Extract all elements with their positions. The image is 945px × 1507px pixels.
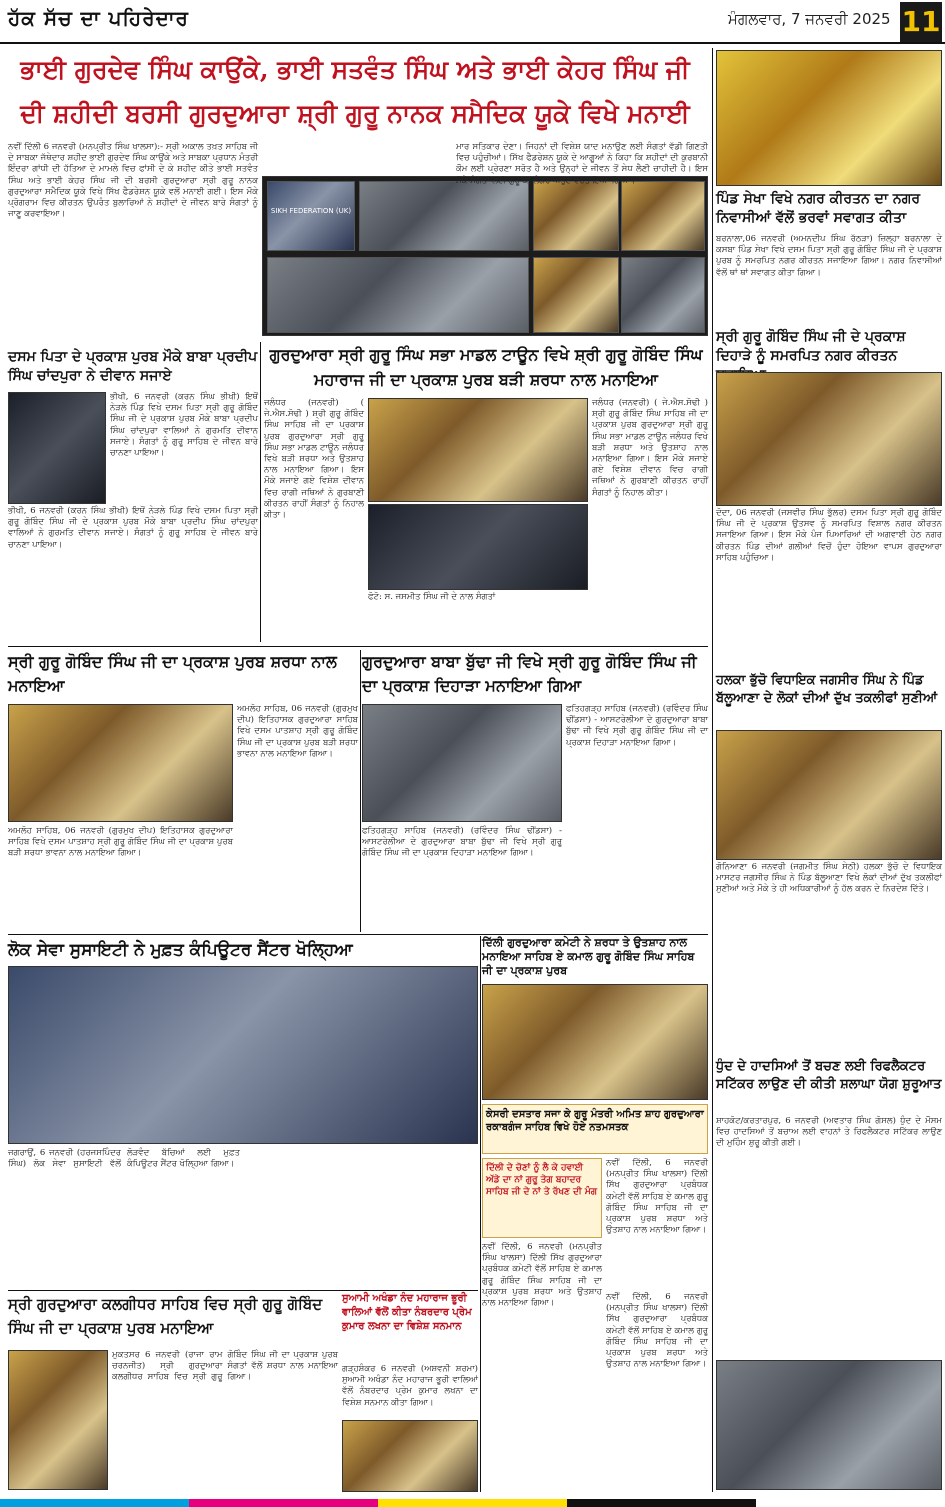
webinar-speaker-photo — [621, 257, 705, 333]
row2-left-body-cont: ਅਮਲੋਹ ਸਾਹਿਬ, 06 ਜਨਵਰੀ (ਗੁਰਮੁਖ ਦੀਪ) ਇਤਿਹਾਸਕ ਗੁਰਦੁਆਰਾ ਸਾਹਿਬ ਵਿਖੇ ਦਸਮ ਪਾਤਸ਼ਾਹ ਸ੍ਰੀ ਗੁਰੂ ਗੋਬਿੰਦ ਸਿੰਘ ਜੀ ਦਾ ਪ੍ਰਕਾਸ਼ ਪੁਰਬ ਬੜੀ ਸ਼ਰਧਾ ਭਾਵਨਾ ਨਾਲ ਮਨਾਇਆ ਗਿਆ। — [8, 826, 233, 859]
webinar-screenshot — [262, 176, 708, 336]
row2-left-body: ਅਮਲੋਹ ਸਾਹਿਬ, 06 ਜਨਵਰੀ (ਗੁਰਮੁਖ ਦੀਪ) ਇਤਿਹਾਸਕ ਗੁਰਦੁਆਰਾ ਸਾਹਿਬ ਵਿਖੇ ਦਸਮ ਪਾਤਸ਼ਾਹ ਸ੍ਰੀ ਗੁਰੂ ਗੋਬਿੰਦ ਸਿੰਘ ਜੀ ਦਾ ਪ੍ਰਕਾਸ਼ ਪੁਰਬ ਬੜੀ ਸ਼ਰਧਾ ਭਾਵਨਾ ਨਾਲ ਮਨਾਇਆ ਗਿਆ। — [237, 704, 358, 759]
amit-shah-photo — [482, 984, 708, 1100]
row-rule — [8, 646, 708, 647]
right-3-headline: ਹਲਕਾ ਭੁੱਚੋ ਵਿਧਾਇਕ ਜਗਸੀਰ ਸਿੰਘ ਨੇ ਪਿੰਡ ਬੱਲੂਆਣਾ ਦੇ ਲੋਕਾਂ ਦੀਆਂ ਦੁੱਖ ਤਕਲੀਫਾਂ ਸੁਣੀਆਂ — [716, 673, 938, 706]
ragi-jatha-photo — [368, 504, 588, 590]
left-story-body: ਭੀਖੀ, 6 ਜਨਵਰੀ (ਕਰਨ ਸਿੰਘ ਭੀਖੀ) ਇਥੋਂ ਨੇੜਲੇ ਪਿੰਡ ਵਿਖੇ ਦਸਮ ਪਿਤਾ ਸ੍ਰੀ ਗੁਰੂ ਗੋਬਿੰਦ ਸਿੰਘ ਜੀ ਦੇ ਪ੍ਰਕਾਸ਼ ਪੁਰਬ ਮੌਕੇ ਬਾਬਾ ਪ੍ਰਦੀਪ ਸਿੰਘ ਚਾਂਦਪੁਰਾ ਵਾਲਿਆਂ ਨੇ ਗੁਰਮਤਿ ਦੀਵਾਨ ਸਜਾਏ। ਸੰਗਤਾਂ ਨੂੰ ਗੁਰੂ ਸਾਹਿਬ ਦੇ ਜੀਵਨ ਬਾਰੇ ਚਾਨਣਾ ਪਾਇਆ। — [110, 392, 258, 459]
row3-left-body: ਜਗਰਾਉਂ, 6 ਜਨਵਰੀ (ਹਰਜਸਪਿੰਦਰ ਸਿੰਘ) ਲੋਕ ਸੇਵਾ ਸੁਸਾਇਟੀ ਵੱਲੋਂ ਲੋੜਵੰਦ ਬੱਚਿਆਂ ਲਈ ਮੁਫ਼ਤ ਕੰਪਿਊਟਰ ਸੈਂਟਰ ਖੋਲ੍ਹਿਆ ਗਿਆ। — [8, 1148, 240, 1170]
row3-right-body: ਨਵੀਂ ਦਿੱਲੀ, 6 ਜਨਵਰੀ (ਮਨਪ੍ਰੀਤ ਸਿੰਘ ਖਾਲਸਾ) ਦਿੱਲੀ ਸਿੱਖ ਗੁਰਦੁਆਰਾ ਪ੍ਰਬੰਧਕ ਕਮੇਟੀ ਵੱਲੋਂ ਸਾਹਿਬ ਏ ਕਮਾਲ ਗੁਰੂ ਗੋਬਿੰਦ ਸਿੰਘ ਸਾਹਿਬ ਜੀ ਦਾ ਪ੍ਰਕਾਸ਼ ਪੁਰਬ ਸ਼ਰਧਾ ਅਤੇ ਉਤਸ਼ਾਹ ਨਾਲ ਮਨਾਇਆ ਗਿਆ। — [606, 1158, 708, 1236]
column-rule — [260, 342, 261, 642]
center-story-body-cont: ਜਲੰਧਰ (ਜਨਵਰੀ) ( ਜੇ.ਐਸ.ਸੋਢੀ ) ਸ਼੍ਰੀ ਗੁਰੂ ਗੋਬਿੰਦ ਸਿੰਘ ਸਾਹਿਬ ਜੀ ਦਾ ਪ੍ਰਕਾਸ਼ ਪੁਰਬ ਗੁਰਦੁਆਰਾ ਸ੍ਰੀ ਗੁਰੂ ਸਿੰਘ ਸਭਾ ਮਾਡਲ ਟਾਊਨ ਜਲੰਧਰ ਵਿਖੇ ਬੜੀ ਸ਼ਰਧਾ ਅਤੇ ਉਤਸ਼ਾਹ ਨਾਲ ਮਨਾਇਆ ਗਿਆ। ਇਸ ਮੌਕੇ ਸਜਾਏ ਗਏ ਵਿਸ਼ੇਸ਼ ਦੀਵਾਨ ਵਿਚ ਰਾਗੀ ਜਥਿਆਂ ਨੇ ਗੁਰਬਾਣੀ ਕੀਰਤਨ ਰਾਹੀਂ ਸੰਗਤਾਂ ਨੂੰ ਨਿਹਾਲ ਕੀਤਾ। — [592, 398, 708, 498]
diwan-photo — [8, 392, 106, 504]
column-rule — [480, 936, 481, 1492]
row3-right-body-tail: ਨਵੀਂ ਦਿੱਲੀ, 6 ਜਨਵਰੀ (ਮਨਪ੍ਰੀਤ ਸਿੰਘ ਖਾਲਸਾ) ਦਿੱਲੀ ਸਿੱਖ ਗੁਰਦੁਆਰਾ ਪ੍ਰਬੰਧਕ ਕਮੇਟੀ ਵੱਲੋਂ ਸਾਹਿਬ ਏ ਕਮਾਲ ਗੁਰੂ ਗੋਬਿੰਦ ਸਿੰਘ ਸਾਹਿਬ ਜੀ ਦਾ ਪ੍ਰਕਾਸ਼ ਪੁਰਬ ਸ਼ਰਧਾ ਅਤੇ ਉਤਸ਼ਾਹ ਨਾਲ ਮਨਾਇਆ ਗਿਆ। — [606, 1292, 708, 1370]
row2-left-headline: ਸ੍ਰੀ ਗੁਰੂ ਗੋਬਿੰਦ ਸਿੰਘ ਜੀ ਦਾ ਪ੍ਰਕਾਸ਼ ਪੁਰਬ ਸ਼ਰਧਾ ਨਾਲ ਮਨਾਇਆ — [8, 652, 337, 695]
center-story-body: ਜਲੰਧਰ (ਜਨਵਰੀ) ( ਜੇ.ਐਸ.ਸੋਢੀ ) ਸ਼੍ਰੀ ਗੁਰੂ ਗੋਬਿੰਦ ਸਿੰਘ ਸਾਹਿਬ ਜੀ ਦਾ ਪ੍ਰਕਾਸ਼ ਪੁਰਬ ਗੁਰਦੁਆਰਾ ਸ੍ਰੀ ਗੁਰੂ ਸਿੰਘ ਸਭਾ ਮਾਡਲ ਟਾਊਨ ਜਲੰਧਰ ਵਿਖੇ ਬੜੀ ਸ਼ਰਧਾ ਅਤੇ ਉਤਸ਼ਾਹ ਨਾਲ ਮਨਾਇਆ ਗਿਆ। ਇਸ ਮੌਕੇ ਸਜਾਏ ਗਏ ਵਿਸ਼ੇਸ਼ ਦੀਵਾਨ ਵਿਚ ਰਾਗੀ ਜਥਿਆਂ ਨੇ ਗੁਰਬਾਣੀ ਕੀਰਤਨ ਰਾਹੀਂ ਸੰਗਤਾਂ ਨੂੰ ਨਿਹਾਲ ਕੀਤਾ। — [264, 398, 364, 521]
right-mid-body: ਦੋਦਾ, 06 ਜਨਵਰੀ (ਜਸਵੀਰ ਸਿੰਘ ਭੁੱਲਰ) ਦਸਮ ਪਿਤਾ ਸ੍ਰੀ ਗੁਰੂ ਗੋਬਿੰਦ ਸਿੰਘ ਜੀ ਦੇ ਪ੍ਰਕਾਸ਼ ਉਤਸਵ ਨੂੰ ਸਮਰਪਿਤ ਵਿਸ਼ਾਲ ਨਗਰ ਕੀਰਤਨ ਸਜਾਇਆ ਗਿਆ। ਇਸ ਮੌਕੇ ਪੰਜ ਪਿਆਰਿਆਂ ਦੀ ਅਗਵਾਈ ਹੇਠ ਨਗਰ ਕੀਰਤਨ ਪਿੰਡ ਦੀਆਂ ਗਲੀਆਂ ਵਿਚੋਂ ਹੁੰਦਾ ਹੋਇਆ ਵਾਪਸ ਗੁਰਦੁਆਰਾ ਸਾਹਿਬ ਪਹੁੰਚਿਆ। — [716, 508, 942, 563]
row3-left-headline: ਲੋਕ ਸੇਵਾ ਸੁਸਾਇਟੀ ਨੇ ਮੁਫ਼ਤ ਕੰਪਿਊਟਰ ਸੈਂਟਰ ਖੋਲ੍ਹਿਆ — [8, 940, 353, 960]
right-top-body: ਬਰਨਾਲਾ,06 ਜਨਵਰੀ (ਅਮਨਦੀਪ ਸਿੰਘ ਰੱਠੜਾ) ਜ਼ਿਲ੍ਹਾ ਬਰਨਾਲਾ ਦੇ ਕਸਬਾ ਪਿੰਡ ਸੇਖਾ ਵਿਖੇ ਦਸਮ ਪਿਤਾ ਸ੍ਰੀ ਗੁਰੂ ਗੋਬਿੰਦ ਸਿੰਘ ਜੀ ਦੇ ਪ੍ਰਕਾਸ਼ ਪੁਰਬ ਨੂੰ ਸਮਰਪਿਤ ਨਗਰ ਕੀਰਤਨ ਸਜਾਇਆ ਗਿਆ। ਨਗਰ ਨਿਵਾਸੀਆਂ ਵੱਲੋਂ ਥਾਂ ਥਾਂ ਸਵਾਗਤ ਕੀਤਾ ਗਿਆ। — [716, 234, 942, 278]
right-4-body: ਸ਼ਾਹਕੋਟ/ਕਰਤਾਰਪੁਰ, 6 ਜਨਵਰੀ (ਅਵਤਾਰ ਸਿੰਘ ਗੋਸਲ) ਧੁੰਦ ਦੇ ਮੌਸਮ ਵਿਚ ਹਾਦਸਿਆਂ ਤੋਂ ਬਚਾਅ ਲਈ ਵਾਹਨਾਂ ਤੇ ਰਿਫਲੈਕਟਰ ਸਟਿੱਕਰ ਲਾਉਣ ਦੀ ਮੁਹਿੰਮ ਸ਼ੁਰੂ ਕੀਤੀ ਗਈ। — [716, 1116, 942, 1149]
issue-date: ਮੰਗਲਵਾਰ, 7 ਜਨਵਰੀ 2025 — [728, 10, 891, 28]
webinar-speaker-photo — [359, 181, 529, 251]
lead-headline — [0, 48, 710, 138]
webinar-speaker-photo — [533, 181, 619, 251]
lead-headline-line2: ਦੀ ਸ਼ਹੀਦੀ ਬਰਸੀ ਗੁਰਦੁਆਰਾ ਸ਼੍ਰੀ ਗੁਰੂ ਨਾਨਕ ਸਮੈਦਿਕ ਯੂਕੇ ਵਿਖੇ ਮਨਾਈ — [20, 99, 690, 128]
row-rule — [8, 934, 708, 935]
sticker-campaign-photo — [716, 1360, 942, 1490]
computer-centre-photo — [8, 966, 478, 1144]
kalgidhar-photo — [8, 1350, 108, 1490]
row2-center-body-cont: ਫਤਿਹਗੜ੍ਹ ਸਾਹਿਬ (ਜਨਵਰੀ) (ਰਵਿੰਦਰ ਸਿੰਘ ਢੀਂਡਸਾ) - ਆਸਟਰੇਲੀਆ ਦੇ ਗੁਰਦੁਆਰਾ ਬਾਬਾ ਬੁੱਢਾ ਜੀ ਵਿਖੇ ਸ੍ਰੀ ਗੁਰੂ ਗੋਬਿੰਦ ਸਿੰਘ ਜੀ ਦਾ ਪ੍ਰਕਾਸ਼ ਦਿਹਾੜਾ ਮਨਾਇਆ ਗਿਆ। — [362, 826, 562, 859]
honour-photo — [342, 1420, 478, 1492]
mla-visit-photo — [716, 730, 942, 860]
right-top-headline: ਪਿੰਡ ਸੇਖਾ ਵਿਖੇ ਨਗਰ ਕੀਰਤਨ ਦਾ ਨਗਰ ਨਿਵਾਸੀਆਂ ਵੱਲੋਂ ਭਰਵਾਂ ਸਵਾਗਤ ਕੀਤਾ — [716, 191, 921, 226]
stage-photo — [8, 704, 233, 822]
webinar-title: SIKH FEDERATION (UK) — [270, 207, 352, 215]
procession-photo — [716, 50, 942, 186]
nagar-kirtan-photo — [716, 372, 942, 506]
quote-box — [482, 1104, 708, 1154]
row3-right-body-cont: ਨਵੀਂ ਦਿੱਲੀ, 6 ਜਨਵਰੀ (ਮਨਪ੍ਰੀਤ ਸਿੰਘ ਖਾਲਸਾ) ਦਿੱਲੀ ਸਿੱਖ ਗੁਰਦੁਆਰਾ ਪ੍ਰਬੰਧਕ ਕਮੇਟੀ ਵੱਲੋਂ ਸਾਹਿਬ ਏ ਕਮਾਲ ਗੁਰੂ ਗੋਬਿੰਦ ਸਿੰਘ ਸਾਹਿਬ ਜੀ ਦਾ ਪ੍ਰਕਾਸ਼ ਪੁਰਬ ਸ਼ਰਧਾ ਅਤੇ ਉਤਸ਼ਾਹ ਨਾਲ ਮਨਾਇਆ ਗਿਆ। — [482, 1242, 602, 1309]
quote-box-2 — [482, 1158, 602, 1238]
row2-center-body: ਫਤਿਹਗੜ੍ਹ ਸਾਹਿਬ (ਜਨਵਰੀ) (ਰਵਿੰਦਰ ਸਿੰਘ ਢੀਂਡਸਾ) - ਆਸਟਰੇਲੀਆ ਦੇ ਗੁਰਦੁਆਰਾ ਬਾਬਾ ਬੁੱਢਾ ਜੀ ਵਿਖੇ ਸ੍ਰੀ ਗੁਰੂ ਗੋਬਿੰਦ ਸਿੰਘ ਜੀ ਦਾ ਪ੍ਰਕਾਸ਼ ਦਿਹਾੜਾ ਮਨਾਇਆ ਗਿਆ। — [566, 704, 708, 748]
row4-center-body: ਗੜ੍ਹਸ਼ੰਕਰ 6 ਜਨਵਰੀ (ਅਸ਼ਵਨੀ ਸ਼ਰਮਾ) ਸੁਆਮੀ ਅਖੰਡਾ ਨੰਦ ਮਹਾਰਾਜ ਭੂਰੀ ਵਾਲਿਆਂ ਵੱਲੋਂ ਨੰਬਰਦਾਰ ਪ੍ਰੇਮ ਕੁਮਾਰ ਲਖਨਾ ਦਾ ਵਿਸ਼ੇਸ਼ ਸਨਮਾਨ ਕੀਤਾ ਗਿਆ। — [342, 1364, 478, 1408]
lead-article-body: ਨਵੀਂ ਦਿੱਲੀ 6 ਜਨਵਰੀ (ਮਨਪ੍ਰੀਤ ਸਿੰਘ ਖਾਲਸਾ):- ਸ੍ਰੀ ਅਕਾਲ ਤਖ਼ਤ ਸਾਹਿਬ ਜੀ ਦੇ ਸਾਬਕਾ ਜੱਥੇਦਾਰ ਸ਼ਹੀਦ ਭਾਈ ਗੁਰਦੇਵ ਸਿੰਘ ਕਾਉਂਕੇ ਅਤੇ ਸਾਬਕਾ ਪ੍ਰਧਾਨ ਮੰਤਰੀ ਇੰਦਰਾ ਗਾਂਧੀ ਦੀ ਹੱਤਿਆ ਦੇ ਮਾਮਲੇ ਵਿਚ ਫਾਂਸੀ ਦੇ ਕੇ ਸ਼ਹੀਦ ਕੀਤੇ ਭਾਈ ਸਤਵੰਤ ਸਿੰਘ ਅਤੇ ਭਾਈ ਕੇਹਰ ਸਿੰਘ ਜੀ ਦੀ ਬਰਸੀ ਗੁਰਦੁਆਰਾ ਸ੍ਰੀ ਗੁਰੂ ਨਾਨਕ ਗੁਰਦੁਆਰਾ ਸਮੈਦਿਕ ਯੂਕੇ ਵਿਖੇ ਸਿੱਖ ਫੈਡਰੇਸ਼ਨ ਯੂਕੇ ਵਲੋਂ ਮਨਾਈ ਗਈ। ਇਸ ਮੌਕੇ ਪ੍ਰੋਗਰਾਮ ਵਿਚ ਕੀਰਤਨ ਉਪਰੰਤ ਬੁਲਾਰਿਆਂ ਨੇ ਸ਼ਹੀਦਾਂ ਦੇ ਜੀਵਨ ਬਾਰੇ ਸੰਗਤਾਂ ਨੂੰ ਜਾਣੂ ਕਰਵਾਇਆ। — [8, 142, 258, 220]
right-mid-headline: ਸ੍ਰੀ ਗੁਰੂ ਗੋਬਿੰਦ ਸਿੰਘ ਜੀ ਦੇ ਪ੍ਰਕਾਸ਼ ਦਿਹਾੜੇ ਨੂੰ ਸਮਰਪਿਤ ਨਗਰ ਕੀਰਤਨ — [716, 329, 906, 364]
kirtan-photo — [368, 398, 588, 502]
center-story-headline: ਗੁਰਦੁਆਰਾ ਸ੍ਰੀ ਗੁਰੂ ਸਿੰਘ ਸਭਾ ਮਾਡਲ ਟਾਊਨ ਵਿਖੇ ਸ਼੍ਰੀ ਗੁਰੂ ਗੋਬਿੰਦ ਸਿੰਘ ਮਹਾਰਾਜ ਜੀ ਦਾ ਪ੍ਰਕਾਸ਼ ਪੁਰਬ ਬੜੀ ਸ਼ਰਧਾ ਨਾਲ ਮਨਾਇਆ — [269, 345, 703, 389]
webinar-speaker-photo — [621, 181, 705, 251]
row-rule — [8, 1290, 478, 1291]
right-4-headline: ਧੁੰਦ ਦੇ ਹਾਦਸਿਆਂ ਤੋਂ ਬਚਣ ਲਈ ਰਿਫਲੈਕਟਰ ਸਟਿੱਕਰ ਲਾਉਣ ਦੀ ਕੀਤੀ ਸ਼ਲਾਘਾ ਯੋਗ ਸ਼ੁਰੂਆਤ — [716, 1059, 942, 1092]
row4-left-body: ਮੁਕਤਸਰ 6 ਜਨਵਰੀ (ਰਾਜਾ ਰਾਮ ਚਰਨਜੀਤ) ਸ੍ਰੀ ਗੁਰਦੁਆਰਾ ਕਲਗੀਧਰ ਸਾਹਿਬ ਵਿਚ ਸ੍ਰੀ ਗੁਰੂ ਗੋਬਿੰਦ ਸਿੰਘ ਜੀ ਦਾ ਪ੍ਰਕਾਸ਼ ਪੁਰਬ ਸੰਗਤਾਂ ਵੱਲੋਂ ਸ਼ਰਧਾ ਨਾਲ ਮਨਾਇਆ ਗਿਆ। — [112, 1350, 338, 1383]
row2-center-headline: ਗੁਰਦੁਆਰਾ ਬਾਬਾ ਬੁੱਢਾ ਜੀ ਵਿਖੇ ਸ੍ਰੀ ਗੁਰੂ ਗੋਬਿੰਦ ਸਿੰਘ ਜੀ ਦਾ ਪ੍ਰਕਾਸ਼ ਦਿਹਾੜਾ ਮਨਾਇਆ ਗਿਆ — [362, 652, 697, 695]
left-story-body-cont: ਭੀਖੀ, 6 ਜਨਵਰੀ (ਕਰਨ ਸਿੰਘ ਭੀਖੀ) ਇਥੋਂ ਨੇੜਲੇ ਪਿੰਡ ਵਿਖੇ ਦਸਮ ਪਿਤਾ ਸ੍ਰੀ ਗੁਰੂ ਗੋਬਿੰਦ ਸਿੰਘ ਜੀ ਦੇ ਪ੍ਰਕਾਸ਼ ਪੁਰਬ ਮੌਕੇ ਬਾਬਾ ਪ੍ਰਦੀਪ ਸਿੰਘ ਚਾਂਦਪੁਰਾ ਵਾਲਿਆਂ ਨੇ ਗੁਰਮਤਿ ਦੀਵਾਨ ਸਜਾਏ। ਸੰਗਤਾਂ ਨੂੰ ਗੁਰੂ ਸਾਹਿਬ ਦੇ ਜੀਵਨ ਬਾਰੇ ਚਾਨਣਾ ਪਾਇਆ। — [8, 506, 258, 550]
webinar-poster — [267, 181, 355, 251]
row4-center-headline: ਸੁਆਮੀ ਅਖੰਡਾ ਨੰਦ ਮਹਾਰਾਜ ਭੂਰੀ ਵਾਲਿਆਂ ਵੱਲੋਂ ਕੀਤਾ ਨੰਬਰਦਾਰ ਪ੍ਰੇਮ ਕੁਮਾਰ ਲਖਨਾ ਦਾ ਵਿਸ਼ੇਸ਼ ਸਨਮਾਨ — [342, 1293, 472, 1332]
gathering-photo — [362, 704, 562, 822]
right-3-body: ਗੋਨਿਆਣਾ 6 ਜਨਵਰੀ (ਜਗਮੀਤ ਸਿੰਘ ਸੇਠੀ) ਹਲਕਾ ਭੁੱਚੋ ਦੇ ਵਿਧਾਇਕ ਮਾਸਟਰ ਜਗਸੀਰ ਸਿੰਘ ਨੇ ਪਿੰਡ ਬੱਲੂਆਣਾ ਵਿਖੇ ਲੋਕਾਂ ਦੀਆਂ ਦੁੱਖ ਤਕਲੀਫਾਂ ਸੁਣੀਆਂ ਅਤੇ ਮੌਕੇ ਤੇ ਹੀ ਅਧਿਕਾਰੀਆਂ ਨੂੰ ਹੱਲ ਕਰਨ ਦੇ ਨਿਰਦੇਸ਼ ਦਿੱਤੇ। — [716, 862, 942, 895]
quote-text: ਕੇਸਰੀ ਦਸਤਾਰ ਸਜਾ ਕੇ ਗੁਰੂ ਮੰਤਰੀ ਅਮਿਤ ਸ਼ਾਹ ਗੁਰਦੁਆਰਾ ਰਕਾਬਗੰਜ ਸਾਹਿਬ ਵਿਖੇ ਹੋਏ ਨਤਮਸਤਕ — [486, 1109, 704, 1133]
center-story-caption: ਫੋਟੋ: ਸ. ਜਸਮੀਤ ਸਿੰਘ ਜੀ ਦੇ ਨਾਲ ਸੰਗਤਾਂ — [368, 592, 496, 602]
webinar-speaker-photo — [267, 257, 529, 333]
row3-right-headline: ਦਿੱਲੀ ਗੁਰਦੁਆਰਾ ਕਮੇਟੀ ਨੇ ਸ਼ਰਧਾ ਤੇ ਉਤਸ਼ਾਹ ਨਾਲ ਮਨਾਇਆ ਸਾਹਿਬ ਏ ਕਮਾਲ ਗੁਰੂ ਗੋਬਿੰਦ ਸਿੰਘ ਸਾਹਿਬ ਜੀ ਦਾ ਪ੍ਰਕਾਸ਼ ਪੁਰਬ — [482, 936, 695, 977]
row4-left-headline: ਸ੍ਰੀ ਗੁਰਦੁਆਰਾ ਕਲਗੀਧਰ ਸਾਹਿਬ ਵਿਚ ਸ੍ਰੀ ਗੁਰੂ ਗੋਬਿੰਦ ਸਿੰਘ ਜੀ ਦਾ ਪ੍ਰਕਾਸ਼ ਪੁਰਬ ਮਨਾਇਆ — [8, 1295, 323, 1337]
column-rule — [360, 650, 361, 932]
left-story-headline: ਦਸਮ ਪਿਤਾ ਦੇ ਪ੍ਰਕਾਸ਼ ਪੁਰਬ ਮੌਕੇ ਬਾਬਾ ਪ੍ਰਦੀਪ ਸਿੰਘ ਚਾਂਦਪੁਰਾ ਨੇ ਦੀਵਾਨ ਸਜਾਏ — [8, 349, 258, 384]
webinar-speaker-photo — [533, 257, 619, 333]
newspaper-logo: ਹੱਕ ਸੱਚ ਦਾ ਪਹਿਰੇਦਾਰ — [8, 6, 189, 30]
quote-text-2: ਦਿੱਲੀ ਦੇ ਚੋਣਾਂ ਨੂੰ ਲੈ ਕੇ ਹਵਾਈ ਅੱਡੇ ਦਾ ਨਾਂ ਗੁਰੂ ਤੇਗ ਬਹਾਦਰ ਸਾਹਿਬ ਜੀ ਦੇ ਨਾਂ ਤੇ ਰੱਖਣ ਦੀ ਮੰਗ — [486, 1163, 598, 1197]
lead-article-body-right: ਮਾਰ ਸਤਿਕਾਰ ਦੇਣਾ। ਜਿਹਨਾਂ ਦੀ ਵਿਸ਼ੇਸ਼ ਯਾਦ ਮਨਾਉਣ ਲਈ ਸੰਗਤਾਂ ਵੱਡੀ ਗਿਣਤੀ ਵਿਚ ਪਹੁੰਚੀਆਂ। ਸਿੱਖ ਫੈਡਰੇਸ਼ਨ ਯੂਕੇ ਦੇ ਆਗੂਆਂ ਨੇ ਕਿਹਾ ਕਿ ਸ਼ਹੀਦਾਂ ਦੀ ਕੁਰਬਾਨੀ ਕੌਮ ਲਈ ਪ੍ਰੇਰਣਾ ਸਰੋਤ ਹੈ ਅਤੇ ਉਨ੍ਹਾਂ ਦੇ ਜੀਵਨ ਤੋਂ ਸੇਧ ਲੈਣੀ ਚਾਹੀਦੀ ਹੈ। ਇਸ ਮੌਕੇ ਸੰਗਤਾਂ ਲਈ ਗੁਰੂ ਕਾ ਲੰਗਰ ਅਤੁੱਟ ਵਰਤਾਇਆ ਗਿਆ। — [456, 142, 708, 186]
lead-headline-line1: ਭਾਈ ਗੁਰਦੇਵ ਸਿੰਘ ਕਾਉਂਕੇ, ਭਾਈ ਸਤਵੰਤ ਸਿੰਘ ਅਤੇ ਭਾਈ ਕੇਹਰ ਸਿੰਘ ਜੀ — [20, 55, 690, 84]
column-rule — [712, 48, 713, 1492]
registration-color-bar — [0, 1499, 945, 1507]
page-number: 11 — [900, 2, 942, 42]
